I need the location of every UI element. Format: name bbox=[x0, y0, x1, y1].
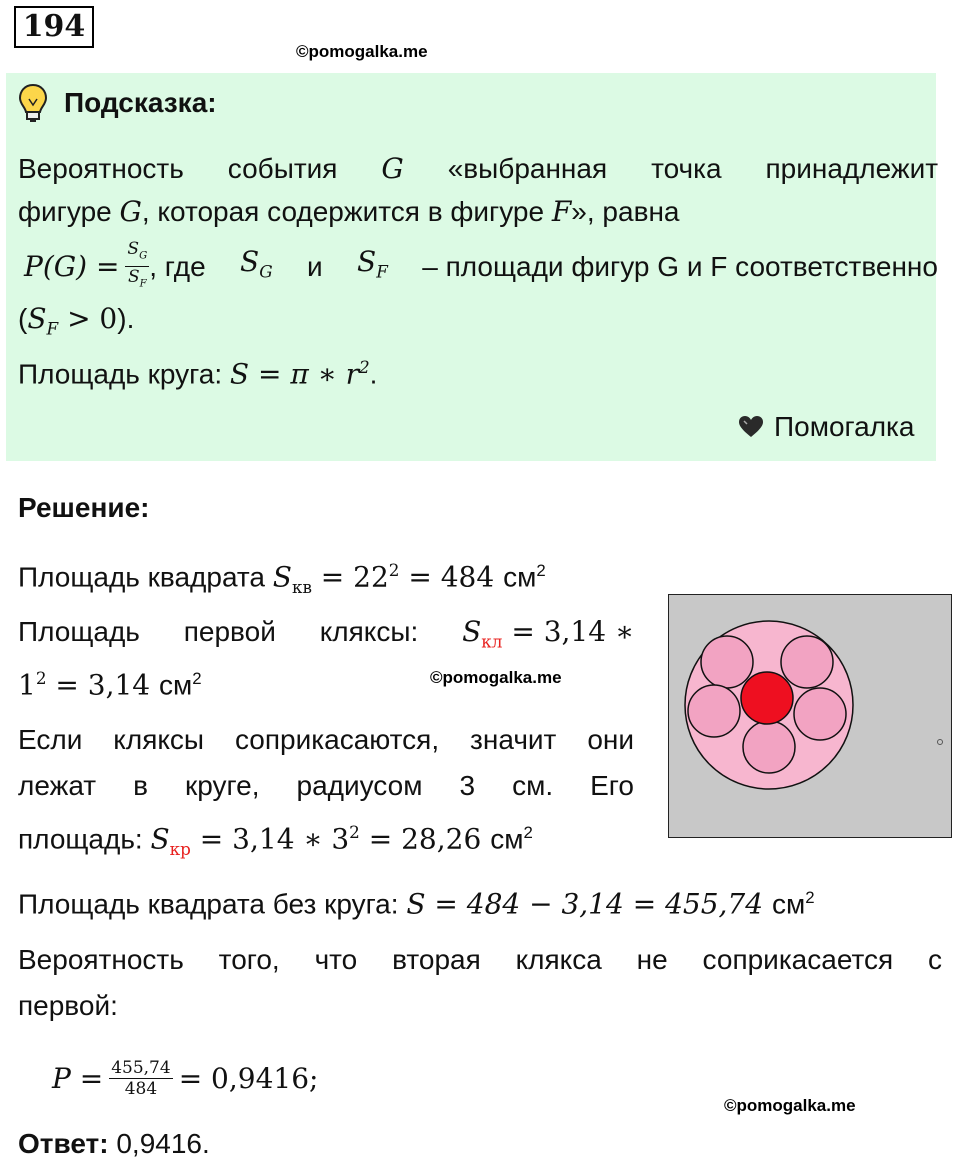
problem-number: 194 bbox=[14, 6, 94, 48]
square-area-line: Площадь квадрата $S_{кв} = 22^2 = 484$ $см^2$ bbox=[18, 560, 546, 597]
blots-touch-line-1: Если кляксы соприкасаются, значит они bbox=[18, 724, 634, 755]
square-without-circle-line: Площадь квадрата без круга: S = 484 − 3,14 = 455,74 $см^2$ bbox=[18, 887, 815, 921]
lightbulb-icon bbox=[18, 83, 48, 128]
center-blot bbox=[741, 672, 793, 724]
hint-paragraph-line-1: Вероятность события G «выбранная точка принадлежит bbox=[18, 152, 939, 185]
blot-top-left bbox=[701, 636, 753, 688]
hint-formula-line: P(G) = $\frac{S_G}{S_F}$ , где $S_G$ и $S_F$ – площади фигур G и F соответственно bbox=[24, 239, 938, 295]
blot-left bbox=[688, 685, 740, 737]
probability-result-fraction: $\frac{455,74}{484}$ bbox=[111, 1058, 171, 1099]
hint-condition-line: $(S_F > 0)$. bbox=[18, 302, 135, 339]
hint-title: Подсказка: bbox=[64, 87, 217, 118]
blot-area-line-1: Площадь первой кляксы: $S_{кл} = 3,14$ ∗ bbox=[18, 615, 634, 652]
answer-value: 0,9416. bbox=[108, 1128, 210, 1159]
hint-paragraph-line-2: фигуре G, которая содержится в фигуре F», равна bbox=[18, 195, 680, 228]
watermark-top: ©pomogalka.me bbox=[296, 42, 428, 61]
probability-fraction: $\frac{S_G}{S_F}$ bbox=[127, 239, 148, 290]
blots-picture bbox=[668, 594, 952, 838]
blots-touch-line-2: лежат в круге, радиусом 3 см. Его bbox=[18, 770, 634, 801]
heart-icon bbox=[738, 415, 764, 439]
circle-area-line: площадь: $S_{кр} = 3,14$ ∗ $3^2 = 28,26$ $см^2$ bbox=[18, 822, 533, 859]
probability-formula: P(G) = bbox=[24, 249, 120, 283]
tiny-dot bbox=[937, 739, 942, 744]
probability-result-formula: P = $\frac{455,74}{484}$ = 0,9416; bbox=[52, 1058, 319, 1099]
answer-line bbox=[18, 1126, 210, 1162]
probability-text-line-2: первой: bbox=[18, 990, 118, 1021]
blot-right bbox=[794, 688, 846, 740]
probability-text-line-1: Вероятность того, что вторая клякса не соприкасается с bbox=[18, 944, 942, 975]
blot-area-line-2: $1^2 = 3,14$ $см^2$ bbox=[18, 668, 202, 702]
blot-bottom bbox=[743, 721, 795, 773]
watermark-bottom: ©pomogalka.me bbox=[724, 1096, 856, 1115]
blot-top-right bbox=[781, 636, 833, 688]
answer-label: Ответ: bbox=[18, 1128, 109, 1159]
solution-title: Решение: bbox=[18, 492, 150, 523]
brand-signature: Помогалка bbox=[738, 409, 914, 445]
hint-box bbox=[6, 73, 939, 461]
hint-circle-area-line: Площадь круга: S = π ∗ $r^2$. bbox=[18, 357, 378, 391]
watermark-middle: ©pomogalka.me bbox=[430, 668, 562, 687]
